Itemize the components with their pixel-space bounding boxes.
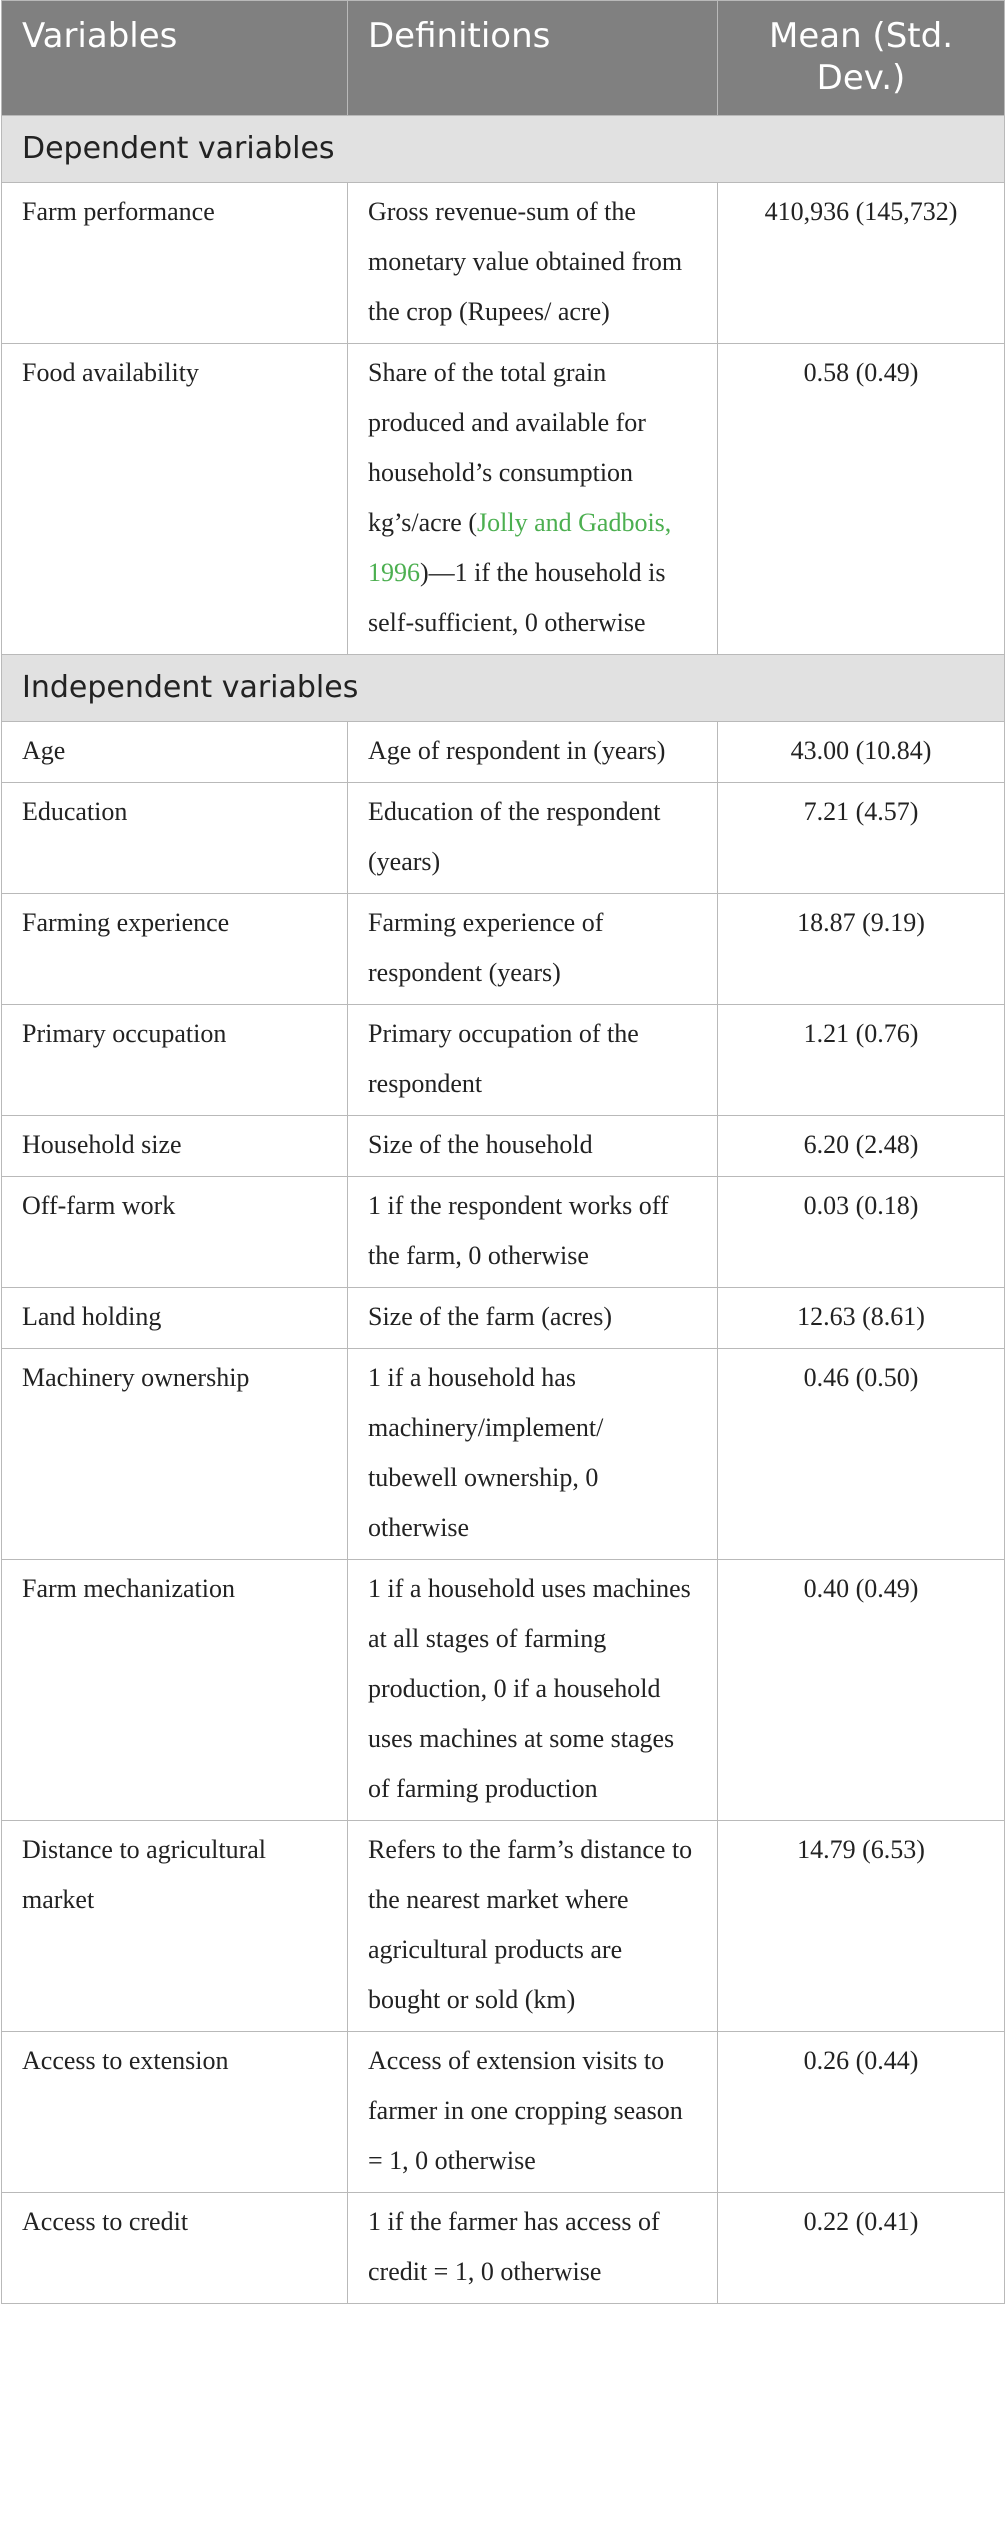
table-row bbox=[2, 1288, 1005, 1349]
mean-cell: 7.21 (4.57) bbox=[718, 783, 1005, 894]
mean-cell: 410,936 (145,732) bbox=[718, 183, 1005, 344]
mean-cell: 0.40 (0.49) bbox=[718, 1560, 1005, 1821]
citation-link[interactable]: Jolly and Gadbois, 1996 bbox=[368, 508, 672, 587]
section-row-independent bbox=[2, 655, 1005, 722]
table-header bbox=[2, 1, 1005, 116]
mean-cell: 43.00 (10.84) bbox=[718, 722, 1005, 783]
definition-cell: Age of respondent in (years) bbox=[348, 722, 718, 783]
header-definitions: Definitions bbox=[348, 1, 718, 116]
mean-cell: 0.26 (0.44) bbox=[718, 2032, 1005, 2193]
variable-cell: Machinery ownership bbox=[2, 1349, 348, 1560]
table-row bbox=[2, 2032, 1005, 2193]
mean-cell: 18.87 (9.19) bbox=[718, 894, 1005, 1005]
definition-cell: Size of the household bbox=[348, 1116, 718, 1177]
mean-cell: 0.03 (0.18) bbox=[718, 1177, 1005, 1288]
mean-cell: 0.22 (0.41) bbox=[718, 2193, 1005, 2304]
table-row bbox=[2, 344, 1005, 655]
table-row bbox=[2, 1349, 1005, 1560]
variable-cell: Land holding bbox=[2, 1288, 348, 1349]
variable-cell: Age bbox=[2, 722, 348, 783]
mean-cell: 14.79 (6.53) bbox=[718, 1821, 1005, 2032]
table-row bbox=[2, 1560, 1005, 1821]
mean-cell: 0.46 (0.50) bbox=[718, 1349, 1005, 1560]
definition-cell bbox=[348, 344, 718, 655]
variables-table bbox=[1, 0, 1005, 2304]
table-row bbox=[2, 722, 1005, 783]
definition-cell: Refers to the farm’s distance to the nearest market where agricultural products are bought or sold (km) bbox=[348, 1821, 718, 2032]
table-row bbox=[2, 783, 1005, 894]
definition-cell: Education of the respondent (years) bbox=[348, 783, 718, 894]
table-body bbox=[2, 116, 1005, 2304]
definition-cell: Size of the farm (acres) bbox=[348, 1288, 718, 1349]
variable-cell: Distance to agricultural market bbox=[2, 1821, 348, 2032]
header-mean: Mean (Std. Dev.) bbox=[718, 1, 1005, 116]
table-row bbox=[2, 1116, 1005, 1177]
definition-cell: Access of extension visits to farmer in one cropping season = 1, 0 otherwise bbox=[348, 2032, 718, 2193]
definition-cell: 1 if a household has machinery/implement/ tubewell ownership, 0 otherwise bbox=[348, 1349, 718, 1560]
section-row-dependent bbox=[2, 116, 1005, 183]
header-variables: Variables bbox=[2, 1, 348, 116]
mean-cell: 1.21 (0.76) bbox=[718, 1005, 1005, 1116]
table-row bbox=[2, 1177, 1005, 1288]
variable-cell: Farming experience bbox=[2, 894, 348, 1005]
variable-cell: Off-farm work bbox=[2, 1177, 348, 1288]
table-row bbox=[2, 1821, 1005, 2032]
section-title: Independent variables bbox=[2, 655, 1005, 722]
definition-cell: 1 if the farmer has access of credit = 1, 0 otherwise bbox=[348, 2193, 718, 2304]
variable-cell: Primary occupation bbox=[2, 1005, 348, 1116]
section-title: Dependent variables bbox=[2, 116, 1005, 183]
definition-cell: 1 if the respondent works off the farm, 0 otherwise bbox=[348, 1177, 718, 1288]
table-row bbox=[2, 183, 1005, 344]
mean-cell: 0.58 (0.49) bbox=[718, 344, 1005, 655]
variable-cell: Education bbox=[2, 783, 348, 894]
definition-cell: 1 if a household uses machines at all stages of farming production, 0 if a household uses machines at some stages of farming production bbox=[348, 1560, 718, 1821]
variable-cell: Food availability bbox=[2, 344, 348, 655]
variable-cell: Farm mechanization bbox=[2, 1560, 348, 1821]
definition-cell: Gross revenue-sum of the monetary value obtained from the crop (Rupees/ acre) bbox=[348, 183, 718, 344]
definition-text: Share of the total grain produced and available for household’s consumption kg’s/acre ( bbox=[368, 358, 646, 537]
variable-cell: Access to extension bbox=[2, 2032, 348, 2193]
header-row bbox=[2, 1, 1005, 116]
definition-cell: Primary occupation of the respondent bbox=[348, 1005, 718, 1116]
table-row bbox=[2, 1005, 1005, 1116]
variable-cell: Access to credit bbox=[2, 2193, 348, 2304]
variable-cell: Household size bbox=[2, 1116, 348, 1177]
table-row bbox=[2, 2193, 1005, 2304]
variable-cell: Farm performance bbox=[2, 183, 348, 344]
definition-text: )—1 if the household is self-sufficient, 0 otherwise bbox=[368, 558, 666, 637]
table-row bbox=[2, 894, 1005, 1005]
mean-cell: 12.63 (8.61) bbox=[718, 1288, 1005, 1349]
mean-cell: 6.20 (2.48) bbox=[718, 1116, 1005, 1177]
definition-cell: Farming experience of respondent (years) bbox=[348, 894, 718, 1005]
